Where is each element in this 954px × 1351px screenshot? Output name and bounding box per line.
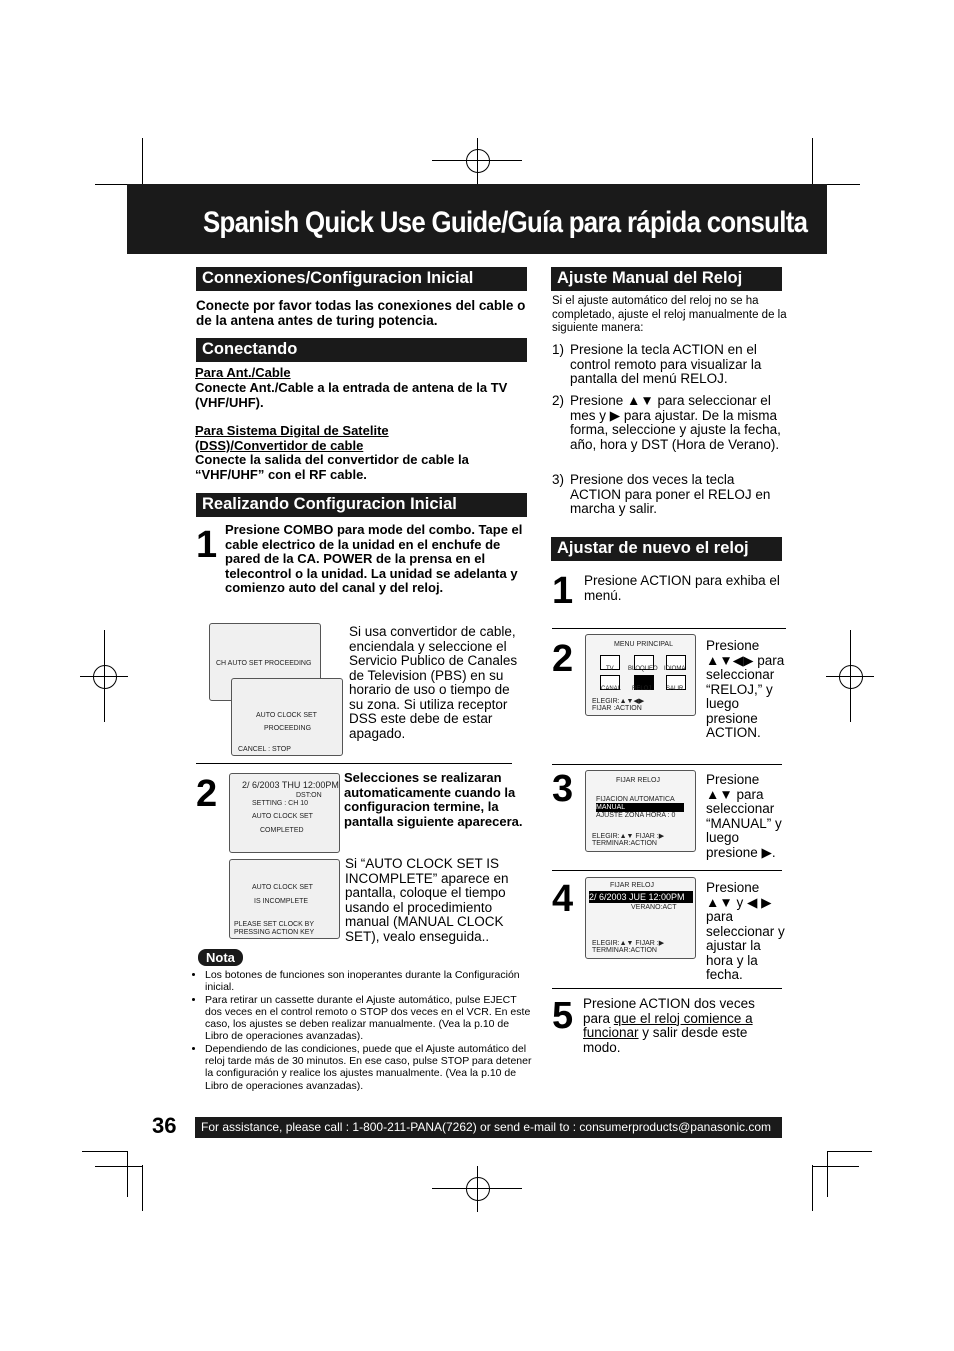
step-number: 1 [196,524,218,566]
tv-screen-ch-auto-set: CH AUTO SET PROCEEDING [209,623,321,701]
section-header-manual-clock: Ajuste Manual del Reloj [551,267,782,291]
crop-mark [812,1165,813,1211]
section-header-reset-clock: Ajustar de nuevo el reloj [551,537,782,561]
title-banner [127,184,827,254]
dss-text: Conecte la salida del convertidor de cable la “VHF/UHF” con el RF cable. [195,452,469,482]
ant-cable-title: Para Ant./Cable [195,365,291,380]
connections-intro: Conecte por favor todas las conexiones del cable o de la antena antes de turing potencia. [196,298,526,328]
note-item: • Dependiendo de las condiciones, puede que el Ajuste automático del reloj tarde más de 30 minutos. En ese caso, pulse STOP para detener la configuración y realice los ajustes manualmente. (Vea la p.10 de Libro de operaciones avanzadas). [205,1043,535,1092]
tv-screen-main-menu: MENU PRINCIPAL TV BLOQUEO IDIOMA CANAL RELOJ SALIR ELEGIR:▲▼◀▶ FIJAR :ACTION [585,634,696,716]
divider [552,870,782,871]
note-badge: Nota [198,949,243,966]
divider [196,763,512,764]
tv-screen-set-clock-date: FIJAR RELOJ 2/ 6/2003 JUE 12:00PM VERANO:ACT ELEGIR:▲▼ FIJAR :▶ TERMINAR:ACTION [585,877,696,959]
assistance-footer: For assistance, please call : 1-800-211-PANA(7262) or send e-mail to : consumerproducts@panasonic.com [195,1117,782,1138]
crop-mark [827,1151,828,1197]
step1-text: Presione COMBO para mode del combo. Tape el cable electrico de la unidad en el enchufe de pared de la CA. POWER de la prensa en el telecontrol o la unidad. La unidad se adelanta y comienzo auto del canal y del reloj. [225,522,523,595]
step-number: 2 [552,638,574,680]
registration-mark [93,665,117,689]
crop-mark [142,1165,143,1211]
manual-clock-intro: Si el ajuste automático del reloj no se ha completado, ajuste el reloj manualmente de la siguiente manera: [552,295,787,334]
step-number: 5 [552,995,574,1037]
registration-mark [839,665,863,689]
step-number: 2 [196,773,218,815]
divider [552,628,786,629]
ant-cable-text: Conecte Ant./Cable a la entrada de antena de la TV (VHF/UHF). [195,380,508,410]
step-number: 3 [552,768,574,810]
page-title: Spanish Quick Use Guide/Guía para rápida consulta [203,206,808,239]
step1-side-text: Si usa convertidor de cable, enciendala y seleccione el Servicio Publico de Canales de Television (PBS) en su horario de uso o tiempo de su zona. Si utiliza receptor DSS este debe de estar apagado. [349,624,518,741]
step-number: 1 [552,570,574,612]
dss-title: Para Sistema Digital de Satelite (DSS)/Convertidor de cable [195,423,389,453]
note-item: • Para retirar un cassette durante el Ajuste automático, pulse EJECT dos veces en el control remoto o STOP dos veces en el VCR. En este caso, los ajustes se deben realizar manualmente. (Vea la p.10 de Libro de operaciones avanzadas). [205,994,535,1043]
reset-step3-text: Presione ▲▼ para seleccionar “MANUAL” y luego presione ▶. [706,772,782,860]
tv-screen-auto-clock-incomplete: AUTO CLOCK SET IS INCOMPLETE PLEASE SET CLOCK BY PRESSING ACTION KEY [229,859,340,939]
step2-side-text: Si “AUTO CLOCK SET IS INCOMPLETE” aparece en pantalla, coloque el tiempo usando el procedimiento manual (MANUAL CLOCK SET), vealo enseguida.. [345,856,509,944]
registration-mark [466,149,490,173]
registration-mark [466,1177,490,1201]
note-list [196,969,535,1092]
divider [552,764,782,765]
section-header-initial-setup: Realizando Configuracion Inicial [196,493,527,517]
tv-screen-auto-clock-proceeding: AUTO CLOCK SET PROCEEDING CANCEL : STOP [231,678,343,756]
reset-step1-text: Presione ACTION para exhiba el menú. [584,573,780,603]
step-number: 4 [552,878,574,920]
section-header-connections: Connexiones/Configuracion Inicial [196,267,527,291]
divider [552,988,782,989]
step2-text: Selecciones se realizaran automaticamente cuando la configuracion termine, la pantalla siguiente aparecera. [344,770,523,829]
date-time-field: 2/ 6/2003 JUE 12:00PM [589,891,693,903]
crop-mark [827,1151,872,1152]
manual-option-selected: MANUAL [596,803,684,812]
reset-step4-text: Presione ▲▼ y ◀ ▶ para seleccionar y ajustar la hora y la fecha. [706,880,785,982]
tv-screen-auto-clock-completed: 2/ 6/2003 THU 12:00PM DST:ON SETTING : CH 10 AUTO CLOCK SET COMPLETED [229,773,340,853]
crop-mark [812,1166,859,1167]
crop-mark [127,1151,128,1197]
page-number: 36 [152,1113,177,1138]
section-header-connecting: Conectando [196,338,527,362]
crop-mark [95,1166,142,1167]
tv-screen-set-clock: FIJAR RELOJ FIJACION AUTOMATICA MANUAL AJUSTE ZONA HORA : 0 ELEGIR:▲▼ FIJAR :▶ TERMINAR:ACTION [585,770,696,852]
reset-step2-text: Presione ▲▼◀▶ para seleccionar “RELOJ,” y luego presione ACTION. [706,638,785,740]
crop-mark [82,1151,127,1152]
note-item: • Los botones de funciones son inoperantes durante la Configuración inicial. [205,969,535,994]
reset-step5-text: Presione ACTION dos veces para que el reloj comience a funcionar y salir desde este modo. [583,996,755,1055]
